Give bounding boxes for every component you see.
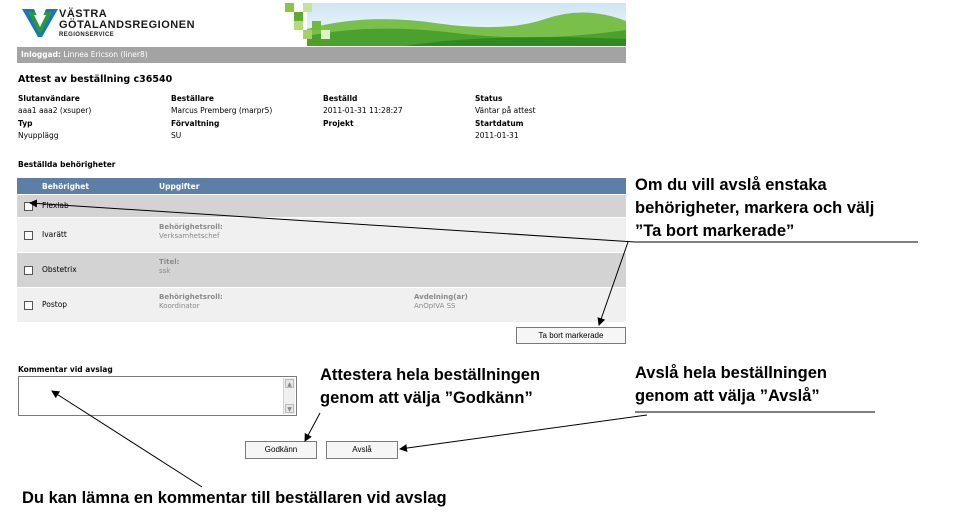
permissions-section-title: Beställda behörigheter	[18, 160, 116, 169]
callout-reject-line-2: genom att välja ”Avslå”	[635, 387, 820, 405]
permission-name: Obstetrix	[42, 265, 77, 274]
callout-remove-line-2: behörigheter, markera och välj	[635, 199, 875, 217]
detail-label-projekt: Projekt	[323, 119, 354, 128]
detail-label-bestalld: Beställd	[323, 94, 358, 103]
callout-remove-line-3: ”Ta bort markerade”	[635, 222, 795, 240]
detail-value-status: Väntar på attest	[475, 106, 536, 115]
detail-label-typ: Typ	[18, 119, 33, 128]
field-label: Behörighetsroll:	[159, 293, 223, 301]
detail-label-startdatum: Startdatum	[475, 119, 524, 128]
field-value: Koordinator	[159, 302, 200, 310]
callout-approve-line-2: genom att välja ”Godkänn”	[320, 389, 533, 407]
scroll-down-icon[interactable]: ▼	[285, 404, 294, 413]
detail-value-bestalld: 2011-01-31 11:28:27	[323, 106, 403, 115]
callout-comment: Du kan lämna en kommentar till beställaren vid avslag	[22, 489, 447, 507]
detail-value-startdatum: 2011-01-31	[475, 131, 519, 140]
field-value: AnOpIVA SS	[414, 302, 456, 310]
column-header-behorighet: Behörighet	[42, 182, 89, 191]
arrow-to-comment-box	[52, 391, 202, 487]
detail-value-typ: Nyupplägg	[18, 131, 59, 140]
detail-value-slutanvandare: aaa1 aaa2 (xsuper)	[18, 106, 92, 115]
detail-label-slutanvandare: Slutanvändare	[18, 94, 80, 103]
arrow-to-checkbox	[30, 203, 635, 242]
detail-label-forvaltning: Förvaltning	[171, 119, 220, 128]
permission-name: Postop	[42, 300, 68, 309]
permission-name: Ivarätt	[42, 230, 67, 239]
arrow-to-reject-button	[400, 415, 647, 449]
logged-in-user: Linnea Ericson (liner8)	[63, 50, 148, 59]
detail-label-status: Status	[475, 94, 503, 103]
detail-value-bestallare: Marcus Premberg (marpr5)	[171, 106, 273, 115]
column-header-uppgifter: Uppgifter	[159, 182, 200, 191]
field-label: Avdelning(ar)	[414, 293, 468, 301]
page-title: Attest av beställning c36540	[18, 74, 173, 85]
approve-button[interactable]: Godkänn	[245, 441, 317, 459]
detail-label-bestallare: Beställare	[171, 94, 214, 103]
comment-label: Kommentar vid avslag	[18, 365, 113, 374]
logo-line-3: REGIONSERVICE	[59, 32, 115, 38]
permission-name: Flexlab	[42, 201, 69, 210]
field-value: Verksamhetschef	[159, 232, 220, 240]
callout-approve-line-1: Attestera hela beställningen	[320, 366, 541, 384]
detail-value-forvaltning: SU	[171, 131, 182, 140]
callout-reject-line-1: Avslå hela beställningen	[635, 364, 827, 382]
logo-line-1: VÄSTRA	[59, 8, 108, 20]
field-value: ssk	[159, 267, 171, 275]
arrow-to-remove-button	[599, 242, 628, 325]
field-label: Behörighetsroll:	[159, 223, 223, 231]
reject-button[interactable]: Avslå	[326, 441, 398, 459]
scroll-up-icon[interactable]: ▲	[285, 379, 294, 388]
remove-selected-button[interactable]: Ta bort markerade	[516, 327, 626, 344]
arrow-to-approve-button	[305, 413, 320, 441]
field-label: Titel:	[159, 258, 180, 266]
logo-line-2: GÖTALANDSREGIONEN	[59, 19, 196, 31]
logged-in-label: Inloggad:	[21, 50, 62, 59]
callout-remove-line-1: Om du vill avslå enstaka	[635, 176, 827, 194]
